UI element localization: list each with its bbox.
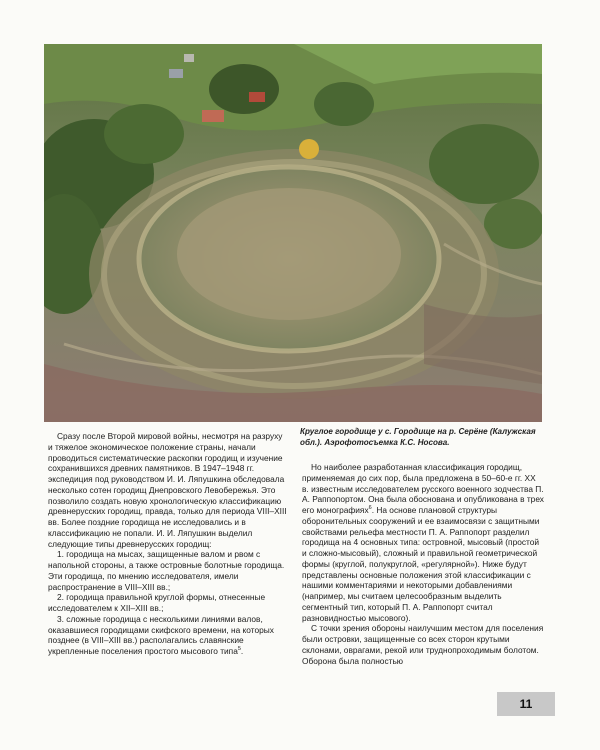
paragraph: 1. городища на мысах, защищенные валом и рвом с напольной стороны, а также островные болотные городища. Эти городища, по мнению исследователя, имели распространение в VIII–XIII вв.; — [48, 549, 285, 592]
paragraph — [302, 462, 544, 623]
left-text-column — [48, 431, 288, 657]
footnote-marker: 6 — [368, 505, 372, 512]
page-number: 11 — [497, 692, 555, 716]
paragraph-text: 3. сложные городища с несколькими линиями валов, оказавшиеся городищами скифского времени, на которых позднее (в VIII–XIII вв.) располагались славянские укрепленные поселения простого мысового типа — [48, 613, 274, 656]
paragraph-text: Но наиболее разработанная классификация городищ, применяемая до сих пор, была предложена в 50–60-е гг. XX в. известным исследователем русского военного зодчества П. А. Раппопортом. Она была обоснована и опубликована в трех его монографиях — [302, 462, 544, 515]
paragraph: Сразу после Второй мировой войны, несмотря на разруху и тяжелое экономическое положение страны, начали проводиться систематические раскопки городищ и изучение сохранившихся древних памятников. В 1947–1948 гг. экспедиция под руководством И. И. Ляпушкина обследовала несколько сотен городищ Днепровского Левобережья. Это позволило создать новую хронологическую классификацию древнерусских городищ, правда, только для периода VIII–XIII вв. Более поздние городища не исследовались и в классификацию не попали. И. И. Ляпушкин выделил следующие типы древнерусских городищ: — [48, 431, 287, 549]
paragraph: С точки зрения обороны наилучшим местом для поселения были островки, защищенные со всех сторон крутыми склонами, оврагами, рекой или труднопроходимым болотом. Оборона была полностью — [302, 623, 544, 666]
paragraph: 3. сложные городища с несколькими линиями валов, оказавшиеся городищами скифского времени, на которых позднее (в VIII–XIII вв.) располагались славянские укрепленные поселения простого мысового типа$^5$. — [48, 613, 274, 656]
aerial-photo — [44, 44, 542, 422]
footnote-marker: 5 — [237, 646, 241, 653]
aerial-photo-hillfort-icon — [44, 44, 542, 422]
paragraph: 2. городища правильной круглой формы, отнесенные исследователем к XII–XIII вв.; — [48, 592, 266, 613]
photo-caption: Круглое городище у с. Городище на р. Серёне (Калужская обл.). Аэрофотосъемка К.С. Носова. — [300, 427, 536, 447]
right-text-column — [302, 462, 544, 666]
paragraph-text: . На основе плановой структуры оборонительных сооружений и ее взаимосвязи с защитными свойствами рельефа местности П. А. Раппопорт разделил городища на 4 основных типа: островной, мысовый (простой и сложно-мысовый), сложный и правильной геометрической формы (круглой, полукруглой, «регулярной»). Ниже будут представлены основные положения этой классификации с нашими комментариями и некоторыми добавлениями (например, мы считаем целесообразным выделить сегментный тип, который П. А. Раппопорт считал разновидностью мысового). — [302, 505, 540, 623]
